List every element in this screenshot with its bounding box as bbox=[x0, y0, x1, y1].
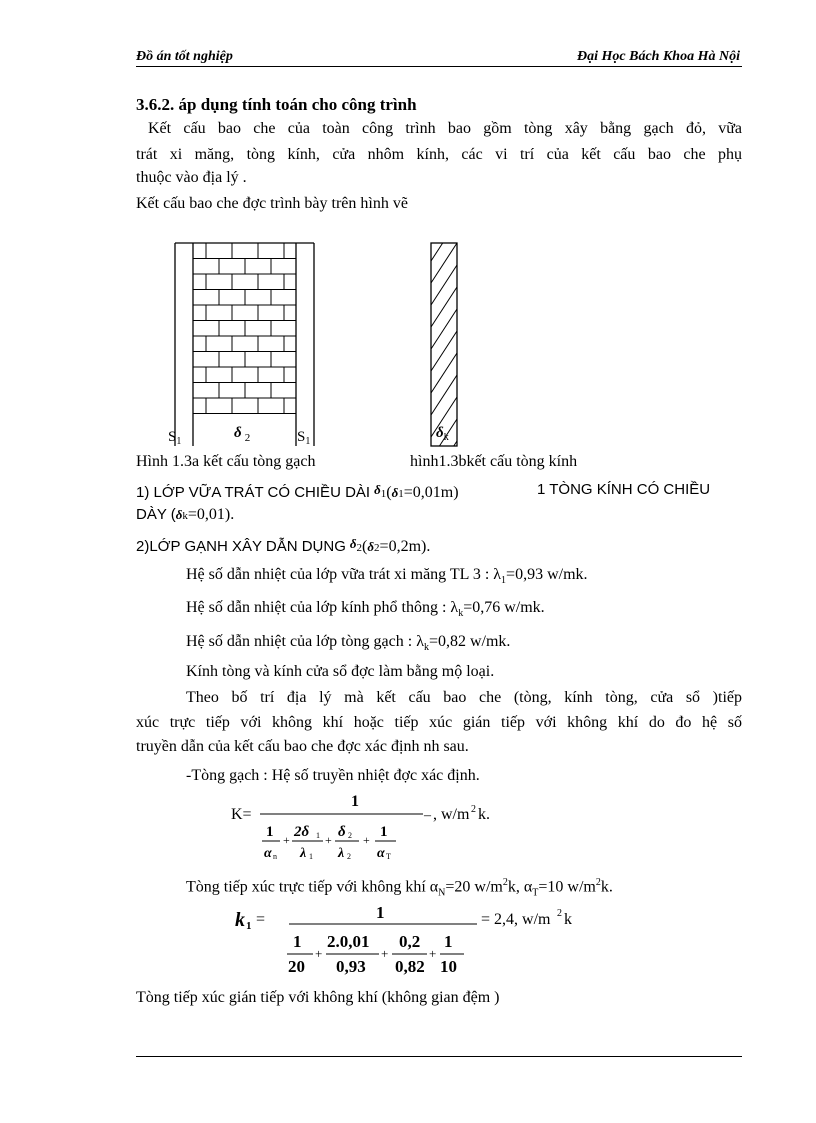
direct-contact-line: Tòng tiếp xúc trực tiếp với không khí $\alpha_N=20$ $w/m^2k$, $\alpha_T=10$ $w/m^2k$. bbox=[186, 877, 613, 899]
label-delta2: δ $_2$ bbox=[234, 425, 251, 444]
svg-text:1: 1 bbox=[246, 920, 252, 932]
svg-text:2.0,01: 2.0,01 bbox=[327, 932, 370, 951]
caption-brick-wall: Hình 1.3a kết cấu tòng gạch bbox=[136, 453, 316, 470]
svg-text:1: 1 bbox=[376, 903, 385, 922]
brick-wall-diagram bbox=[175, 243, 314, 446]
svg-text:k: k bbox=[564, 911, 572, 928]
wall-figure bbox=[160, 236, 480, 451]
svg-text:2δ: 2δ bbox=[294, 824, 310, 840]
intro-line-4: Kết cấu bao che đợc trình bày trên hình vẽ bbox=[136, 195, 408, 212]
coef-mortar: Hệ số dẫn nhiệt của lớp vữa trát xi măng TL 3 : $\lambda_1=0,93$ w/mk. bbox=[186, 566, 588, 587]
svg-text:0,2: 0,2 bbox=[399, 932, 421, 951]
header-right: Đại Học Bách Khoa Hà Nội bbox=[577, 49, 740, 64]
svg-text:1: 1 bbox=[293, 932, 302, 951]
svg-text:T: T bbox=[386, 852, 391, 861]
svg-text:1: 1 bbox=[266, 824, 274, 840]
svg-text:δ: δ bbox=[338, 824, 346, 840]
label-s1-left: $S_1$ bbox=[168, 429, 182, 447]
glass-note: Kính tòng và kính cửa sổ đợc làm bằng mộ loại. bbox=[186, 663, 495, 680]
label-deltak: $\delta_k$ bbox=[436, 425, 449, 443]
brick-wall-intro: -Tòng gạch : Hệ số truyền nhiệt đợc xác định. bbox=[186, 767, 480, 784]
label-s1-right: $S_1$ bbox=[297, 429, 311, 447]
intro-line-1: Kết cấu bao che của toàn công trình bao gồm tòng xây bằng gạch đỏ, vữa bbox=[148, 120, 742, 137]
glass-hatch-line bbox=[431, 331, 457, 371]
svg-text:k: k bbox=[235, 909, 245, 931]
svg-text:0,82: 0,82 bbox=[395, 957, 425, 976]
header-rule bbox=[136, 66, 742, 67]
glass-hatch-line bbox=[431, 353, 457, 393]
svg-text:= 2,4, w/m: = 2,4, w/m bbox=[481, 911, 551, 928]
intro-line-2: trát xi măng, tòng kính, cửa nhôm kính, các vi trí của kết cấu bao che phụ bbox=[136, 146, 742, 163]
para-line-2: xúc trực tiếp với không khí hoặc tiếp xúc gián tiếp với không khí do đo hệ số bbox=[136, 714, 742, 731]
header-left: Đồ án tốt nghiệp bbox=[136, 49, 233, 64]
glass-hatch-line bbox=[431, 287, 457, 327]
svg-text:1: 1 bbox=[380, 824, 388, 840]
svg-text:1: 1 bbox=[444, 932, 453, 951]
glass-wall-diagram bbox=[431, 243, 457, 446]
layer-2-line: 2)LỚP GẠNH XÂY DẪN DỤNG δ2(δ2=0,2m). bbox=[136, 536, 431, 555]
glass-hatch-line bbox=[431, 309, 457, 349]
svg-text:2: 2 bbox=[557, 908, 562, 919]
svg-text:, w/m: , w/m bbox=[433, 806, 470, 823]
svg-text:=: = bbox=[256, 911, 266, 928]
svg-text:k.: k. bbox=[478, 806, 490, 823]
section-title: 3.6.2. áp dụng tính toán cho công trình bbox=[136, 95, 417, 114]
glass-hatch-line bbox=[431, 375, 457, 415]
svg-text:K=: K= bbox=[231, 806, 252, 823]
svg-text:1: 1 bbox=[316, 831, 320, 840]
svg-text:n: n bbox=[273, 852, 277, 861]
svg-text:2: 2 bbox=[347, 852, 351, 861]
svg-text:2: 2 bbox=[348, 831, 352, 840]
glass-hatch-line bbox=[431, 397, 457, 437]
svg-text:+: + bbox=[363, 833, 370, 847]
coef-glass: Hệ số dẫn nhiệt của lớp kính phổ thông : $\lambda_k=0,76$ w/mk. bbox=[186, 599, 545, 620]
svg-text:20: 20 bbox=[288, 957, 305, 976]
svg-text:1: 1 bbox=[309, 852, 313, 861]
svg-text:+: + bbox=[429, 946, 437, 961]
svg-text:α: α bbox=[264, 846, 272, 861]
formula-general bbox=[228, 786, 508, 864]
glass-hatch-line bbox=[431, 243, 443, 261]
svg-text:+: + bbox=[283, 833, 290, 847]
svg-text:λ: λ bbox=[300, 846, 307, 861]
para-line-1: Theo bố trí địa lý mà kết cấu bao che (tòng, kính tòng, cửa sổ )tiếp bbox=[186, 689, 742, 706]
caption-glass-wall: hình1.3bkết cấu tòng kính bbox=[410, 453, 578, 470]
svg-text:–: – bbox=[424, 808, 431, 823]
svg-text:0,93: 0,93 bbox=[336, 957, 366, 976]
indirect-contact-line: Tòng tiếp xúc gián tiếp với không khí (không gian đệm ) bbox=[136, 989, 500, 1006]
glass-hatch-line bbox=[431, 265, 457, 305]
svg-text:λ: λ bbox=[338, 846, 345, 861]
footer-rule bbox=[136, 1056, 742, 1057]
svg-text:2: 2 bbox=[471, 804, 476, 815]
para-line-3: truyền dẫn của kết cấu bao che đợc xác định nh sau. bbox=[136, 738, 469, 755]
svg-text:10: 10 bbox=[440, 957, 457, 976]
intro-line-3: thuộc vào địa lý . bbox=[136, 169, 247, 186]
layer-1-line: 1) LỚP VỮA TRÁT CÓ CHIỀU DÀI δ1(δ1=0,01m) bbox=[136, 482, 459, 501]
svg-text:+: + bbox=[381, 946, 389, 961]
layer-1-glass: 1 TÒNG KÍNH CÓ CHIỀU bbox=[537, 481, 711, 498]
glass-hatch-line bbox=[431, 243, 457, 283]
svg-text:+: + bbox=[315, 946, 323, 961]
coef-brick: Hệ số dẫn nhiệt của lớp tòng gạch : $\lambda_k=0,82$ w/mk. bbox=[186, 633, 511, 654]
svg-text:α: α bbox=[377, 846, 385, 861]
layer-1-glass-thickness: DÀY (δk=0,01). bbox=[136, 506, 235, 523]
formula-k1 bbox=[232, 896, 612, 980]
svg-text:1: 1 bbox=[351, 793, 359, 810]
svg-text:+: + bbox=[325, 833, 332, 847]
